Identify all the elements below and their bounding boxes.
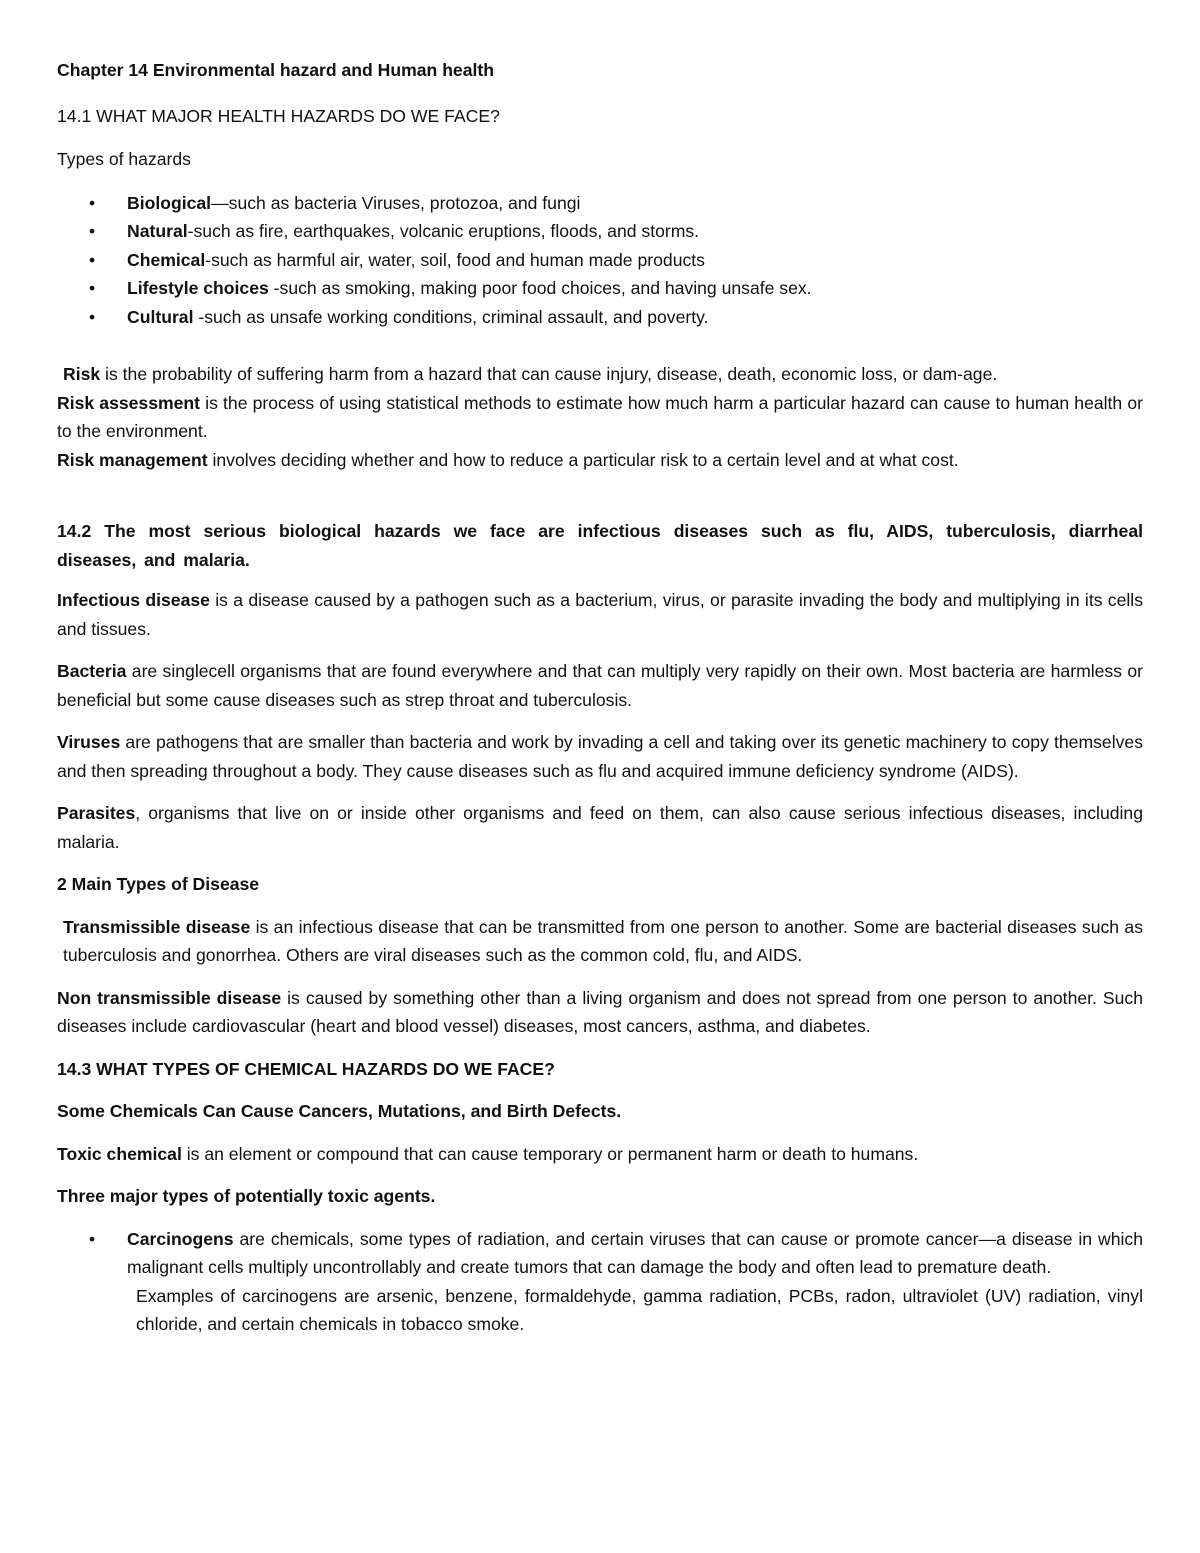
risk-text: is the probability of suffering harm from a hazard that can cause injury, disease, death, economic loss, or dam-age. bbox=[100, 364, 998, 384]
bullet-icon: • bbox=[89, 249, 96, 270]
hazard-term: Chemical bbox=[127, 249, 206, 270]
bacteria-term: Bacteria bbox=[57, 661, 127, 681]
toxic-agent-list bbox=[57, 1225, 1143, 1339]
hazard-term: Biological bbox=[127, 192, 212, 213]
parasites-term: Parasites bbox=[57, 803, 136, 823]
section-14-1-heading: 14.1 WHAT MAJOR HEALTH HAZARDS DO WE FACE? bbox=[57, 105, 500, 126]
risk-definitions bbox=[57, 360, 1143, 474]
risk-assessment-text: is the process of using statistical methods to estimate how much harm a particular hazard can cause to human health or to the environment. bbox=[57, 392, 1143, 441]
non-transmissible-disease-term: Non transmissible disease bbox=[57, 987, 282, 1008]
hazard-term: Natural bbox=[127, 221, 188, 241]
list-item bbox=[57, 274, 1143, 303]
transmissible-disease-text: is an infectious disease that can be transmitted from one person to another. Some are bacterial diseases such as tuberculosis and gonorrhea. Others are viral diseases such as the common cold, flu, and AIDS. bbox=[63, 916, 1143, 965]
transmissible-disease-term: Transmissible disease bbox=[63, 916, 251, 937]
bacteria-definition bbox=[57, 657, 1143, 714]
section-14-3-heading: 14.3 WHAT TYPES OF CHEMICAL HAZARDS DO WE FACE? bbox=[57, 1058, 555, 1079]
hazard-text: —such as bacteria Viruses, protozoa, and fungi bbox=[211, 192, 581, 213]
bullet-icon: • bbox=[89, 221, 96, 241]
bullet-icon: • bbox=[89, 1228, 96, 1249]
hazard-list bbox=[57, 189, 1143, 332]
list-item bbox=[57, 189, 1143, 218]
viruses-term: Viruses bbox=[57, 732, 121, 752]
infectious-disease-definition bbox=[57, 586, 1143, 643]
parasites-text: , organisms that live on or inside other organisms and feed on them, can also cause serious infectious diseases, including malaria. bbox=[57, 803, 1143, 852]
section-14-3-subheading: Some Chemicals Can Cause Cancers, Mutations, and Birth Defects. bbox=[57, 1101, 622, 1121]
section-14-2-heading: 14.2 The most serious biological hazards we face are infectious diseases such as flu, AIDS, tuberculosis, diarrheal diseases, and malaria. bbox=[57, 521, 1143, 570]
risk-management-text: involves deciding whether and how to reduce a particular risk to a certain level and at what cost. bbox=[207, 449, 959, 470]
risk-management-term: Risk management bbox=[57, 449, 208, 470]
hazard-term: Lifestyle choices bbox=[127, 278, 269, 298]
list-item bbox=[57, 1225, 1143, 1339]
hazard-term: Cultural bbox=[127, 306, 194, 327]
three-types-heading: Three major types of potentially toxic agents. bbox=[57, 1186, 436, 1206]
risk-management-definition bbox=[57, 446, 1143, 475]
list-item bbox=[57, 217, 1143, 246]
hazard-text: -such as harmful air, water, soil, food and human made products bbox=[205, 249, 705, 270]
chapter-title: Chapter 14 Environmental hazard and Human health bbox=[57, 60, 495, 80]
hazard-text: -such as unsafe working conditions, criminal assault, and poverty. bbox=[193, 306, 709, 327]
carcinogens-examples: Examples of carcinogens are arsenic, benzene, formaldehyde, gamma radiation, PCBs, radon, ultraviolet (UV) radiation, vinyl chloride, and certain chemicals in tobacco smoke. bbox=[136, 1285, 1143, 1334]
risk-assessment-definition bbox=[57, 389, 1143, 446]
list-item bbox=[57, 246, 1143, 275]
viruses-definition bbox=[57, 728, 1143, 785]
risk-term: Risk bbox=[63, 364, 101, 384]
carcinogens-text: are chemicals, some types of radiation, and certain viruses that can cause or promote cancer—a disease in which malignant cells multiply uncontrollably and create tumors that can damage the body and often lead to premature death. bbox=[127, 1228, 1143, 1277]
toxic-chemical-definition bbox=[57, 1140, 1143, 1169]
transmissible-disease-definition bbox=[57, 913, 1143, 970]
non-transmissible-disease-text: is caused by something other than a living organism and does not spread from one person to another. Such diseases include cardiovascular (heart and blood vessel) diseases, most cancers, asthma, and diabetes. bbox=[57, 987, 1144, 1036]
types-of-hazards-label: Types of hazards bbox=[57, 149, 191, 169]
risk-assessment-term: Risk assessment bbox=[57, 392, 201, 413]
toxic-chemical-term: Toxic chemical bbox=[57, 1143, 182, 1164]
risk-definition bbox=[57, 360, 1143, 389]
viruses-text: are pathogens that are smaller than bacteria and work by invading a cell and taking over its genetic machinery to copy themselves and then spreading throughout a body. They cause diseases such as flu and acquired immune deficiency syndrome (AIDS). bbox=[57, 732, 1143, 781]
toxic-chemical-text: is an element or compound that can cause temporary or permanent harm or death to humans. bbox=[181, 1143, 919, 1164]
bullet-icon: • bbox=[89, 306, 96, 327]
infectious-disease-text: is a disease caused by a pathogen such as a bacterium, virus, or parasite invading the body and multiplying in its cells and tissues. bbox=[57, 590, 1144, 639]
bacteria-text: are singlecell organisms that are found everywhere and that can multiply very rapidly on their own. Most bacteria are harmless or beneficial but some cause diseases such as strep throat and tuberculosis. bbox=[57, 661, 1143, 710]
parasites-definition bbox=[57, 799, 1143, 856]
bullet-icon: • bbox=[89, 192, 96, 213]
hazard-text: -such as fire, earthquakes, volcanic eruptions, floods, and storms. bbox=[187, 221, 700, 241]
carcinogens-term: Carcinogens bbox=[127, 1228, 234, 1249]
bullet-icon: • bbox=[89, 278, 96, 298]
list-item bbox=[57, 303, 1143, 332]
non-transmissible-disease-definition bbox=[57, 984, 1143, 1041]
main-types-heading: 2 Main Types of Disease bbox=[57, 874, 260, 894]
hazard-text: -such as smoking, making poor food choices, and having unsafe sex. bbox=[268, 278, 812, 298]
infectious-disease-term: Infectious disease bbox=[57, 590, 210, 610]
